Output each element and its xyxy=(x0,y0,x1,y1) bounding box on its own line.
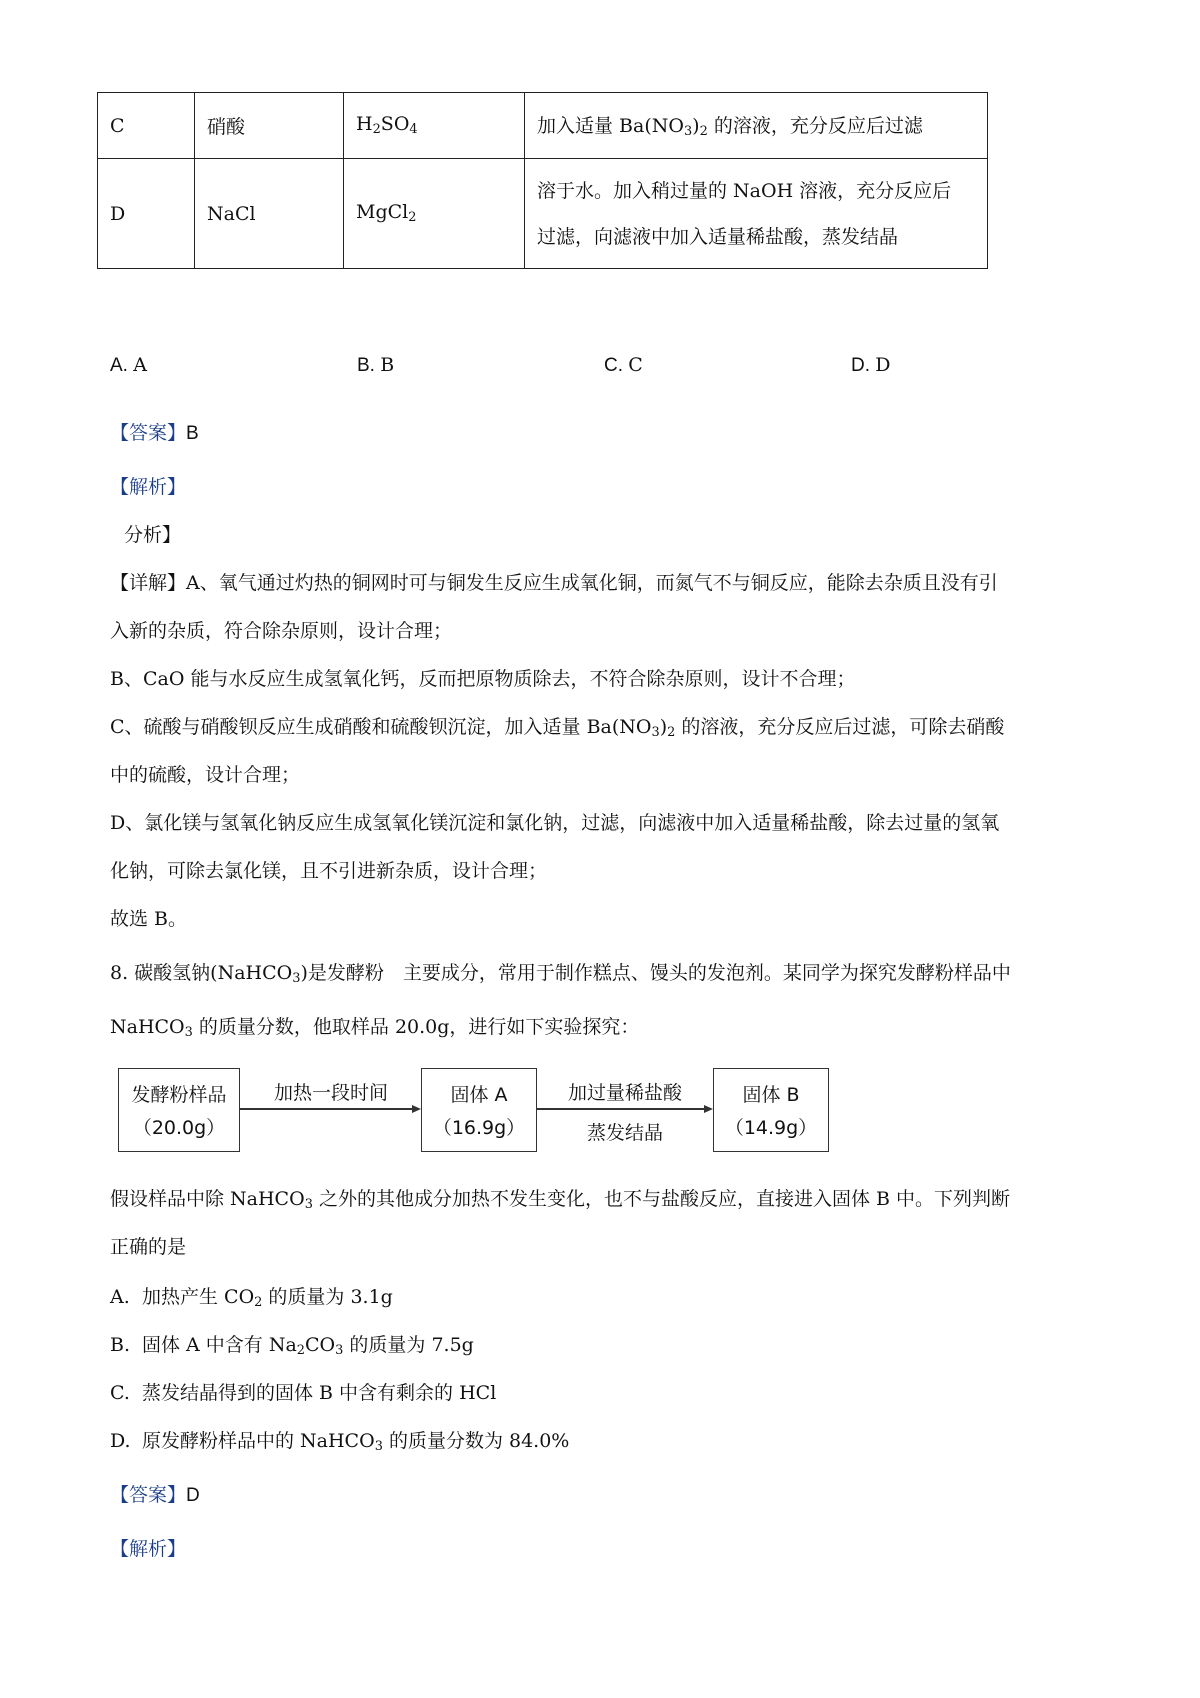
flow-arrow2-label-bottom: 蒸发结晶 xyxy=(586,1122,663,1144)
row-method: 溶于水。加入稍过量的 NaOH 溶液，充分反应后 过滤，向滤液中加入适量稀盐酸，蒸发结晶 xyxy=(525,159,988,269)
q7-analysis-tag: 【解析】 xyxy=(110,476,187,498)
row-method: 加入适量 $Ba(NO_3)_2$ 的溶液，充分反应后过滤 xyxy=(525,93,988,159)
flow-box-sample: 发酵粉样品 （20.0g） xyxy=(118,1068,240,1152)
choice-c: C. C xyxy=(604,354,643,376)
flow-box-solid-b: 固体 B （14.9g） xyxy=(713,1068,829,1152)
row-substance: 硝酸 xyxy=(195,93,344,159)
flow-arrow-2 xyxy=(537,1108,704,1110)
arrow-head-icon xyxy=(704,1105,713,1113)
choice-a: A. A xyxy=(110,354,147,376)
q8-stem-line-1: 8. 碳酸氢钠(NaHCO$_3$)是发酵粉 主要成分，常用于制作糕点、馒头的发泡剂。某同学为探究发酵粉样品中 xyxy=(110,962,1011,987)
q7-conclusion: 故选 B。 xyxy=(110,908,188,930)
q8-option-d: D. 原发酵粉样品中的 NaHCO$_3$ 的质量分数为 84.0% xyxy=(110,1430,570,1455)
q7-detail-line-7: 化钠，可除去氯化镁，且不引进新杂质，设计合理； xyxy=(110,860,548,882)
q7-fenxi: 分析】 xyxy=(124,524,182,546)
flow-box-solid-a: 固体 A （16.9g） xyxy=(421,1068,537,1152)
choice-d: D. D xyxy=(851,354,891,376)
row-impurity: MgCl$_2$ xyxy=(344,159,525,269)
flow-arrow2-label-top: 加过量稀盐酸 xyxy=(567,1082,682,1104)
q7-answer: 【答案】B xyxy=(110,422,199,444)
q8-option-c: C. 蒸发结晶得到的固体 B 中含有剩余的 HCl xyxy=(110,1382,497,1404)
q7-detail-line-6: D、氯化镁与氢氧化钠反应生成氢氧化镁沉淀和氯化钠，过滤，向滤液中加入适量稀盐酸，除去过量的氢氧 xyxy=(110,812,1000,834)
q7-detail-line-5: 中的硫酸，设计合理； xyxy=(110,764,301,786)
row-letter: D xyxy=(98,159,195,269)
options-table xyxy=(97,92,988,269)
flow-arrow-1 xyxy=(240,1108,412,1110)
q8-option-b: B. 固体 A 中含有 $Na_2CO_3$ 的质量为 7.5g xyxy=(110,1334,474,1359)
q8-stem-line-2: NaHCO$_3$ 的质量分数，他取样品 20.0g，进行如下实验探究： xyxy=(110,1016,640,1041)
q8-answer: 【答案】D xyxy=(110,1484,200,1506)
q7-detail-line-2: 入新的杂质，符合除杂原则，设计合理； xyxy=(110,620,453,642)
q8-analysis-tag: 【解析】 xyxy=(110,1538,187,1560)
q7-detail-line-3: B、CaO 能与水反应生成氢氧化钙，反而把原物质除去，不符合除杂原则，设计不合理； xyxy=(110,668,856,690)
choice-b: B. B xyxy=(357,354,395,376)
q8-premise-line-2: 正确的是 xyxy=(110,1236,187,1258)
table-row xyxy=(98,159,988,269)
q7-detail-line-4: C、硫酸与硝酸钡反应生成硝酸和硫酸钡沉淀，加入适量 $Ba(NO_3)_2$ 的溶液，充分反应后过滤，可除去硝酸 xyxy=(110,716,1005,741)
flow-arrow1-label: 加热一段时间 xyxy=(273,1082,388,1104)
table-row xyxy=(98,93,988,159)
q8-premise-line-1: 假设样品中除 NaHCO$_3$ 之外的其他成分加热不发生变化，也不与盐酸反应，直接进入固体 B 中。下列判断 xyxy=(110,1188,1010,1213)
arrow-head-icon xyxy=(412,1105,421,1113)
row-letter: C xyxy=(98,93,195,159)
row-substance: NaCl xyxy=(195,159,344,269)
q7-detail-line-1: 【详解】A、氧气通过灼热的铜网时可与铜发生反应生成氧化铜，而氮气不与铜反应，能除去杂质且没有引 xyxy=(110,572,998,594)
row-impurity: $H_2SO_4$ xyxy=(344,93,525,159)
q8-option-a: A. 加热产生 $CO_2$ 的质量为 3.1g xyxy=(110,1286,393,1311)
